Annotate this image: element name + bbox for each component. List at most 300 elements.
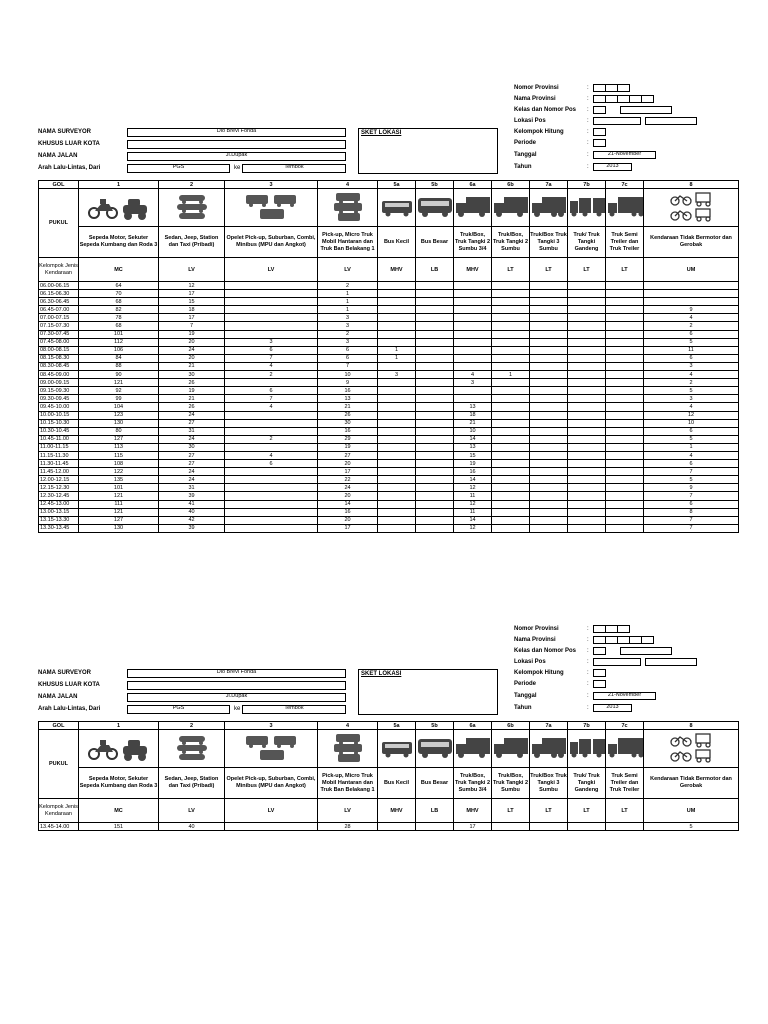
periode-field[interactable] [593,680,606,688]
count-cell[interactable]: 21 [454,419,492,427]
count-cell[interactable] [225,322,318,330]
count-cell[interactable]: 15 [454,451,492,459]
count-cell[interactable] [225,306,318,314]
count-cell[interactable]: 31 [159,484,225,492]
count-cell[interactable]: 7 [159,322,225,330]
count-cell[interactable]: 22 [318,476,378,484]
count-cell[interactable] [568,387,606,395]
count-cell[interactable] [606,322,644,330]
count-cell[interactable] [416,290,454,298]
count-cell[interactable] [454,322,492,330]
count-cell[interactable] [416,468,454,476]
count-cell[interactable] [378,411,416,419]
count-cell[interactable]: 16 [318,427,378,435]
count-cell[interactable]: 4 [225,403,318,411]
count-cell[interactable] [225,476,318,484]
count-cell[interactable] [530,330,568,338]
count-cell[interactable]: 19 [454,460,492,468]
count-cell[interactable]: 4 [644,371,739,379]
count-cell[interactable] [378,427,416,435]
count-cell[interactable]: 17 [318,524,378,532]
count-cell[interactable]: 13 [318,395,378,403]
count-cell[interactable] [492,362,530,370]
count-cell[interactable]: 78 [79,314,159,322]
count-cell[interactable]: 121 [79,492,159,500]
count-cell[interactable]: 127 [79,516,159,524]
count-cell[interactable] [378,823,416,831]
count-cell[interactable]: 121 [79,508,159,516]
count-cell[interactable] [492,298,530,306]
count-cell[interactable]: 26 [318,411,378,419]
count-cell[interactable] [606,362,644,370]
count-cell[interactable] [530,492,568,500]
count-cell[interactable]: 127 [79,435,159,443]
count-cell[interactable] [492,427,530,435]
count-cell[interactable] [568,379,606,387]
count-cell[interactable]: 5 [644,476,739,484]
count-cell[interactable] [530,460,568,468]
count-cell[interactable] [606,395,644,403]
count-cell[interactable]: 9 [644,306,739,314]
count-cell[interactable]: 27 [159,451,225,459]
count-cell[interactable]: 6 [318,346,378,354]
count-cell[interactable]: 3 [225,338,318,346]
count-cell[interactable] [606,435,644,443]
count-cell[interactable]: 29 [318,435,378,443]
nomor-provinsi-field[interactable] [593,84,630,92]
count-cell[interactable]: 123 [79,411,159,419]
count-cell[interactable]: 20 [318,492,378,500]
count-cell[interactable]: 88 [79,362,159,370]
count-cell[interactable] [568,524,606,532]
count-cell[interactable] [454,290,492,298]
count-cell[interactable]: 6 [644,500,739,508]
count-cell[interactable] [606,298,644,306]
count-cell[interactable] [568,322,606,330]
count-cell[interactable] [454,346,492,354]
count-cell[interactable] [378,484,416,492]
count-cell[interactable]: 7 [644,516,739,524]
count-cell[interactable] [492,306,530,314]
count-cell[interactable]: 9 [644,484,739,492]
count-cell[interactable] [416,460,454,468]
count-cell[interactable] [530,451,568,459]
count-cell[interactable] [416,362,454,370]
count-cell[interactable] [416,508,454,516]
count-cell[interactable] [454,387,492,395]
count-cell[interactable]: 12 [159,282,225,290]
count-cell[interactable] [568,443,606,451]
count-cell[interactable] [492,823,530,831]
count-cell[interactable] [416,395,454,403]
count-cell[interactable] [492,338,530,346]
count-cell[interactable]: 80 [79,427,159,435]
count-cell[interactable]: 19 [159,330,225,338]
count-cell[interactable] [416,338,454,346]
count-cell[interactable]: 6 [644,354,739,362]
count-cell[interactable] [606,451,644,459]
count-cell[interactable]: 112 [79,338,159,346]
count-cell[interactable]: 3 [644,395,739,403]
count-cell[interactable] [606,403,644,411]
count-cell[interactable]: 90 [79,371,159,379]
count-cell[interactable]: 3 [644,362,739,370]
count-cell[interactable]: 18 [454,411,492,419]
arah-ke-field[interactable]: Tembok [242,164,346,173]
count-cell[interactable]: 12 [644,411,739,419]
count-cell[interactable]: 14 [454,476,492,484]
count-cell[interactable] [454,314,492,322]
count-cell[interactable] [530,419,568,427]
count-cell[interactable] [492,460,530,468]
count-cell[interactable] [416,419,454,427]
nama-jalan-field[interactable]: Jl.Dupak [127,152,346,161]
count-cell[interactable] [492,443,530,451]
count-cell[interactable]: 7 [644,468,739,476]
count-cell[interactable] [225,419,318,427]
count-cell[interactable] [378,516,416,524]
count-cell[interactable] [492,282,530,290]
count-cell[interactable] [225,492,318,500]
count-cell[interactable]: 41 [159,500,225,508]
count-cell[interactable] [492,330,530,338]
count-cell[interactable] [606,500,644,508]
count-cell[interactable]: 30 [159,443,225,451]
count-cell[interactable]: 2 [318,282,378,290]
count-cell[interactable] [378,476,416,484]
count-cell[interactable] [606,419,644,427]
count-cell[interactable] [416,500,454,508]
count-cell[interactable] [568,492,606,500]
count-cell[interactable] [492,484,530,492]
count-cell[interactable]: 11 [644,346,739,354]
count-cell[interactable] [416,516,454,524]
count-cell[interactable]: 7 [644,492,739,500]
count-cell[interactable] [225,508,318,516]
count-cell[interactable]: 1 [378,354,416,362]
nomor-pos-field[interactable] [620,106,672,114]
count-cell[interactable] [606,508,644,516]
count-cell[interactable]: 135 [79,476,159,484]
count-cell[interactable] [378,314,416,322]
count-cell[interactable] [606,282,644,290]
count-cell[interactable] [644,290,739,298]
count-cell[interactable]: 14 [454,516,492,524]
count-cell[interactable] [225,484,318,492]
count-cell[interactable]: 151 [79,823,159,831]
count-cell[interactable]: 18 [159,306,225,314]
count-cell[interactable]: 130 [79,419,159,427]
count-cell[interactable] [568,330,606,338]
count-cell[interactable] [530,346,568,354]
count-cell[interactable]: 20 [318,460,378,468]
count-cell[interactable]: 1 [318,298,378,306]
count-cell[interactable]: 17 [318,468,378,476]
count-cell[interactable]: 10 [644,419,739,427]
count-cell[interactable]: 12 [454,484,492,492]
count-cell[interactable]: 16 [318,508,378,516]
count-cell[interactable] [416,282,454,290]
count-cell[interactable] [378,508,416,516]
count-cell[interactable] [530,468,568,476]
count-cell[interactable]: 4 [225,362,318,370]
count-cell[interactable]: 17 [159,314,225,322]
nomor-provinsi-field[interactable] [593,625,630,633]
count-cell[interactable] [606,314,644,322]
count-cell[interactable] [416,435,454,443]
count-cell[interactable]: 3 [318,338,378,346]
count-cell[interactable]: 4 [644,451,739,459]
tanggal-field[interactable]: 21-November [593,151,656,159]
count-cell[interactable] [568,290,606,298]
lokasi-pos-field-2[interactable] [645,117,697,125]
count-cell[interactable]: 11 [454,508,492,516]
count-cell[interactable]: 1 [644,443,739,451]
count-cell[interactable] [530,395,568,403]
count-cell[interactable] [378,387,416,395]
count-cell[interactable] [416,476,454,484]
nama-provinsi-field[interactable] [593,95,654,103]
count-cell[interactable]: 39 [159,492,225,500]
count-cell[interactable] [492,354,530,362]
count-cell[interactable] [492,508,530,516]
count-cell[interactable] [568,403,606,411]
count-cell[interactable]: 101 [79,330,159,338]
count-cell[interactable] [416,411,454,419]
count-cell[interactable]: 40 [159,508,225,516]
count-cell[interactable]: 6 [318,354,378,362]
count-cell[interactable] [606,379,644,387]
count-cell[interactable]: 3 [378,371,416,379]
count-cell[interactable] [568,371,606,379]
count-cell[interactable] [568,362,606,370]
sket-lokasi-box[interactable] [358,128,498,174]
count-cell[interactable] [530,362,568,370]
count-cell[interactable]: 24 [159,468,225,476]
count-cell[interactable] [492,524,530,532]
count-cell[interactable] [225,282,318,290]
count-cell[interactable] [568,451,606,459]
count-cell[interactable] [225,330,318,338]
count-cell[interactable] [378,443,416,451]
count-cell[interactable]: 28 [318,823,378,831]
count-cell[interactable] [492,435,530,443]
count-cell[interactable]: 7 [225,395,318,403]
count-cell[interactable]: 39 [159,524,225,532]
count-cell[interactable] [416,484,454,492]
count-cell[interactable] [416,427,454,435]
count-cell[interactable] [530,476,568,484]
count-cell[interactable] [378,419,416,427]
count-cell[interactable]: 31 [159,427,225,435]
count-cell[interactable] [530,371,568,379]
kelas-pos-field[interactable] [593,106,606,114]
count-cell[interactable] [378,338,416,346]
count-cell[interactable]: 24 [159,346,225,354]
count-cell[interactable]: 6 [644,330,739,338]
count-cell[interactable] [568,460,606,468]
count-cell[interactable] [568,346,606,354]
count-cell[interactable]: 104 [79,403,159,411]
count-cell[interactable]: 10 [318,371,378,379]
count-cell[interactable] [530,298,568,306]
periode-field[interactable] [593,139,606,147]
lokasi-pos-field-1[interactable] [593,117,641,125]
lokasi-pos-field-1[interactable] [593,658,641,666]
count-cell[interactable]: 111 [79,500,159,508]
count-cell[interactable] [530,322,568,330]
count-cell[interactable]: 3 [318,314,378,322]
count-cell[interactable] [606,823,644,831]
count-cell[interactable] [530,411,568,419]
count-cell[interactable] [606,516,644,524]
count-cell[interactable] [530,823,568,831]
count-cell[interactable] [225,524,318,532]
count-cell[interactable] [606,460,644,468]
count-cell[interactable]: 121 [79,379,159,387]
count-cell[interactable]: 10 [454,427,492,435]
count-cell[interactable] [416,314,454,322]
count-cell[interactable] [530,443,568,451]
count-cell[interactable]: 17 [159,290,225,298]
khusus-luar-kota-field[interactable] [127,140,346,149]
count-cell[interactable] [416,330,454,338]
count-cell[interactable] [416,379,454,387]
tahun-field[interactable]: 2013 [593,704,632,712]
count-cell[interactable]: 24 [159,435,225,443]
count-cell[interactable] [606,411,644,419]
count-cell[interactable] [568,354,606,362]
count-cell[interactable] [225,298,318,306]
count-cell[interactable] [568,516,606,524]
count-cell[interactable] [454,354,492,362]
count-cell[interactable] [225,823,318,831]
count-cell[interactable]: 70 [79,290,159,298]
count-cell[interactable]: 68 [79,322,159,330]
count-cell[interactable]: 4 [644,403,739,411]
count-cell[interactable] [568,298,606,306]
count-cell[interactable] [454,330,492,338]
count-cell[interactable] [225,516,318,524]
count-cell[interactable]: 7 [644,524,739,532]
count-cell[interactable]: 1 [378,346,416,354]
count-cell[interactable] [225,443,318,451]
count-cell[interactable] [568,427,606,435]
count-cell[interactable] [454,395,492,403]
count-cell[interactable]: 130 [79,524,159,532]
count-cell[interactable] [378,451,416,459]
count-cell[interactable] [378,322,416,330]
count-cell[interactable] [416,354,454,362]
kelompok-hitung-field[interactable] [593,128,606,136]
count-cell[interactable]: 2 [225,371,318,379]
count-cell[interactable] [492,500,530,508]
count-cell[interactable] [568,395,606,403]
count-cell[interactable] [416,823,454,831]
count-cell[interactable] [606,484,644,492]
count-cell[interactable]: 6 [644,427,739,435]
count-cell[interactable]: 5 [644,338,739,346]
count-cell[interactable]: 2 [644,322,739,330]
count-cell[interactable]: 5 [644,823,739,831]
count-cell[interactable] [225,468,318,476]
count-cell[interactable]: 2 [318,330,378,338]
count-cell[interactable] [378,379,416,387]
count-cell[interactable]: 19 [318,443,378,451]
khusus-luar-kota-field[interactable] [127,681,346,690]
count-cell[interactable] [225,411,318,419]
count-cell[interactable] [568,306,606,314]
count-cell[interactable] [606,468,644,476]
count-cell[interactable] [530,290,568,298]
count-cell[interactable]: 15 [159,298,225,306]
count-cell[interactable] [568,419,606,427]
count-cell[interactable] [492,451,530,459]
count-cell[interactable] [530,314,568,322]
count-cell[interactable] [454,338,492,346]
count-cell[interactable] [225,500,318,508]
count-cell[interactable]: 84 [79,354,159,362]
count-cell[interactable]: 1 [318,290,378,298]
count-cell[interactable] [492,476,530,484]
count-cell[interactable]: 14 [454,435,492,443]
count-cell[interactable]: 20 [159,354,225,362]
count-cell[interactable] [378,290,416,298]
nomor-pos-field[interactable] [620,647,672,655]
count-cell[interactable]: 5 [644,435,739,443]
count-cell[interactable] [454,282,492,290]
count-cell[interactable]: 14 [318,500,378,508]
count-cell[interactable] [530,387,568,395]
count-cell[interactable]: 8 [644,508,739,516]
count-cell[interactable]: 115 [79,451,159,459]
arah-dari-field[interactable]: PGS [127,705,230,714]
count-cell[interactable] [530,379,568,387]
count-cell[interactable] [378,492,416,500]
count-cell[interactable] [606,290,644,298]
count-cell[interactable] [492,411,530,419]
count-cell[interactable]: 68 [79,298,159,306]
count-cell[interactable] [606,492,644,500]
count-cell[interactable]: 101 [79,484,159,492]
count-cell[interactable]: 99 [79,395,159,403]
count-cell[interactable]: 19 [159,387,225,395]
count-cell[interactable] [530,427,568,435]
count-cell[interactable] [378,298,416,306]
count-cell[interactable]: 3 [454,379,492,387]
arah-ke-field[interactable]: Tembok [242,705,346,714]
count-cell[interactable]: 1 [492,371,530,379]
count-cell[interactable] [530,338,568,346]
count-cell[interactable] [568,508,606,516]
count-cell[interactable] [492,403,530,411]
count-cell[interactable] [492,314,530,322]
count-cell[interactable]: 20 [318,516,378,524]
count-cell[interactable]: 40 [159,823,225,831]
count-cell[interactable] [644,282,739,290]
count-cell[interactable] [378,306,416,314]
count-cell[interactable]: 82 [79,306,159,314]
count-cell[interactable] [568,476,606,484]
count-cell[interactable] [530,508,568,516]
count-cell[interactable] [568,468,606,476]
count-cell[interactable]: 7 [318,362,378,370]
count-cell[interactable] [492,379,530,387]
count-cell[interactable] [378,282,416,290]
count-cell[interactable]: 2 [225,435,318,443]
count-cell[interactable] [606,330,644,338]
count-cell[interactable] [606,354,644,362]
